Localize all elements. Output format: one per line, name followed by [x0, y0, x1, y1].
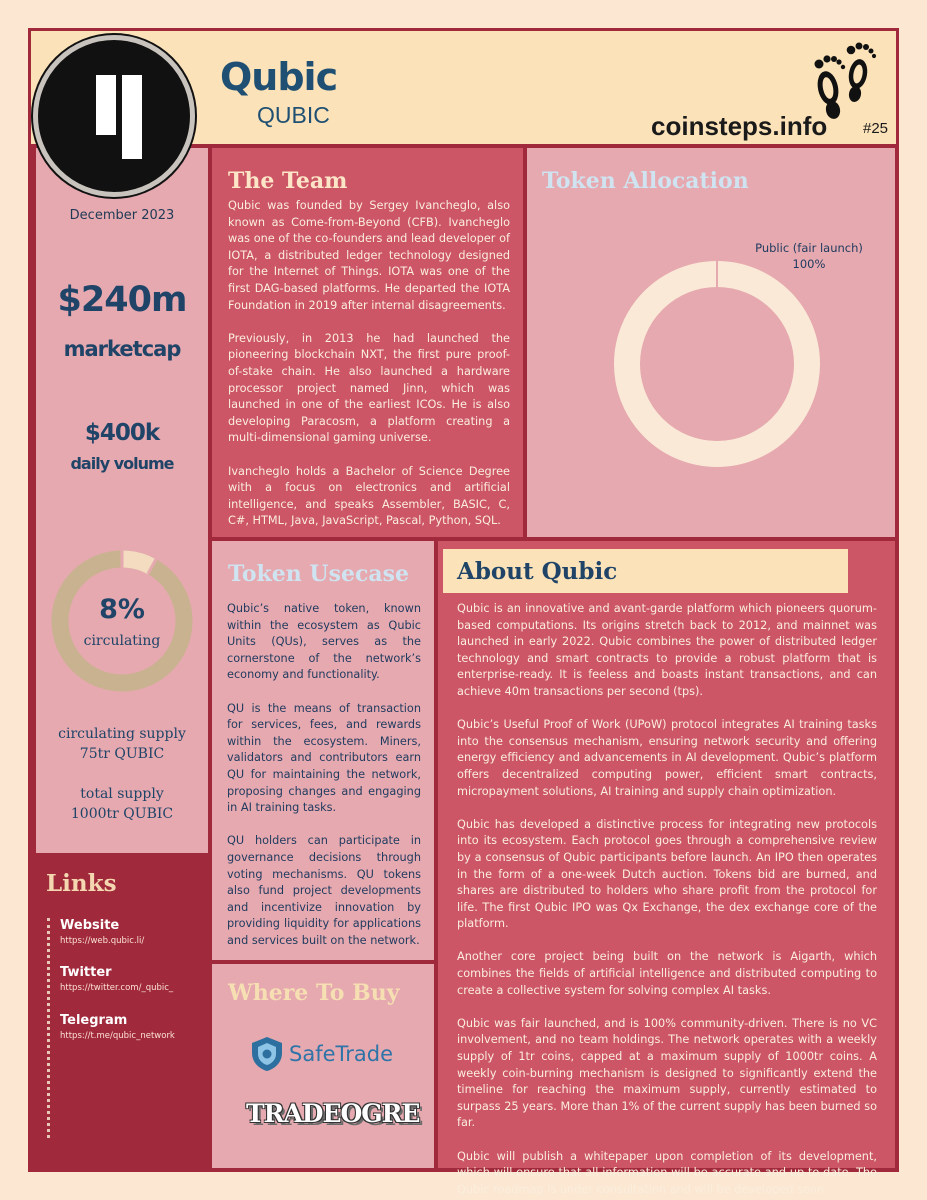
link-website-label: Website	[60, 918, 120, 933]
about-paragraph: Qubic has developed a distinctive process for integrating new protocols into its ecosystem. Each protocol goes through a comprehensive review by a consensus of Qubic participants before launch. An IPO then operates in the form of a one-week Dutch auction. Tokens bid are burned, and shares are distributed to holders who share profit from the protocol for life. The first Qubic IPO was Qx Exchange, the dex exchange core of the platform.	[457, 817, 877, 931]
allocation-panel	[527, 148, 895, 537]
about-text	[457, 601, 877, 1198]
circulating-label: circulating	[83, 633, 161, 649]
about-paragraph: Qubic was fair launched, and is 100% community-driven. There is no VC involvement, and no team holdings. The network operates with a weekly supply of 1tr coins, capped at a maximum supply of 1000tr coins. A weekly coin-burning mechanism is designed to significantly extend the timeline for reaching the maximum supply, currently estimated to surpass 25 years. More than 1% of the current supply has been burned so far.	[457, 1016, 877, 1130]
safetrade-label: SafeTrade	[289, 1042, 394, 1066]
team-paragraph: Qubic was founded by Sergey Ivancheglo, also known as Come-from-Beyond (CFB). Ivancheglo was one of the co-founders and lead developer of IOTA, a distributed ledger technology designed for the Internet of Things. IOTA was one of the first DAG-based platforms. He departed the IOTA Foundation in 2019 after internal disagreements.	[228, 199, 510, 312]
marketcap-value: $240m	[57, 280, 187, 320]
link-twitter-label: Twitter	[60, 965, 112, 980]
stats-panel	[36, 148, 208, 853]
circulating-supply-label: circulating supply	[58, 726, 186, 742]
link-telegram-url[interactable]: https://t.me/qubic_network	[60, 1031, 175, 1041]
qubic-logo	[33, 35, 195, 197]
coin-ticker: QUBIC	[257, 102, 330, 128]
circulating-supply-value: 75tr QUBIC	[79, 746, 165, 762]
total-supply-value: 1000tr QUBIC	[70, 806, 174, 822]
about-paragraph: Qubic is an innovative and avant-garde platform which pioneers quorum-based computations. Its origins stretch back to 2012, and mainnet was launched in early 2022. Qubic combines the power of distributed ledger technology and smart contracts to provide a robust platform that is enterprise-ready. It is feeless and boasts instant transactions, and can achieve 40m transactions per second (tps).	[457, 602, 877, 698]
safetrade-shield-icon	[248, 1035, 286, 1073]
total-supply-label: total supply	[80, 786, 164, 802]
about-paragraph: Qubic’s Useful Proof of Work (UPoW) protocol integrates AI training tasks into the consensus mechanism, ensuring network security and offering energy efficiency and advancements in AI development. Qubic’s platform offers decentralized computing power, efficient smart contracts, micropayment solutions, AI training and supply chain optimization.	[457, 718, 877, 798]
issue-number: #25	[863, 120, 889, 137]
exchange-safetrade[interactable]	[248, 1034, 393, 1074]
links-dotted-line	[47, 918, 50, 1138]
about-paragraph: Another core project being built on the network is Aigarth, which combines the fields of artificial intelligence and distributed computing to create a collective system for solving complex AI tasks.	[457, 950, 877, 997]
marketcap-label: marketcap	[63, 337, 181, 361]
link-twitter[interactable]	[60, 965, 173, 993]
footprints-icon	[806, 38, 884, 122]
volume-value: $400k	[84, 420, 160, 446]
buy-panel	[212, 964, 434, 1168]
logo-bar-left	[96, 75, 116, 135]
team-paragraph: Ivancheglo holds a Bachelor of Science Degree with a focus on electronics and artificial intelligence, and speaks Assembler, BASIC, C, C#, HTML, Java, JavaScript, Pascal, Python, SQL.	[228, 464, 510, 528]
pie-label-category: Public (fair launch)	[755, 241, 863, 255]
pie-slice	[627, 274, 807, 454]
about-title: About Qubic	[457, 558, 618, 585]
usecase-paragraph: QU is the means of transaction for services, fees, and rewards within the ecosystem. Miners, validators and contributors earn QU for maintaining the network, proposing changes and engaging in AI training tasks.	[227, 701, 421, 815]
report-date: December 2023	[69, 208, 175, 223]
about-panel	[438, 541, 895, 1196]
allocation-donut	[612, 259, 822, 469]
logo-bar-right	[122, 75, 142, 159]
circulating-percent: 8%	[99, 594, 145, 625]
team-panel	[212, 148, 523, 537]
buy-title: Where To Buy	[228, 980, 400, 1006]
link-website[interactable]	[60, 918, 144, 946]
site-name: coinsteps.info	[651, 111, 828, 141]
allocation-title: Token Allocation	[542, 168, 749, 194]
exchange-tradeogre[interactable]: TRADEOGRE	[246, 1099, 420, 1128]
usecase-panel	[212, 541, 434, 960]
team-title: The Team	[228, 168, 348, 194]
links-title: Links	[46, 870, 117, 897]
usecase-text	[227, 601, 421, 949]
about-paragraph: Qubic will publish a whitepaper upon completion of its development, which will ensure that all information will be accurate and up to date. The Qubic roadmap is under consultation and will be developed soon.	[457, 1149, 877, 1196]
link-telegram-label: Telegram	[60, 1013, 128, 1028]
volume-label: daily volume	[70, 454, 174, 473]
pie-label-value: 100%	[792, 257, 826, 271]
links-panel	[36, 856, 208, 1168]
coin-name: Qubic	[220, 55, 338, 99]
link-twitter-url[interactable]: https://twitter.com/_qubic_	[60, 983, 174, 993]
usecase-title: Token Usecase	[228, 561, 410, 587]
usecase-paragraph: QU holders can participate in governance decisions through voting mechanisms. QU tokens also fund project developments and incentivize innovation by providing liquidity for applications and services built on the network.	[227, 834, 421, 947]
team-text	[228, 198, 510, 530]
link-website-url[interactable]: https://web.qubic.li/	[60, 936, 145, 946]
team-paragraph: Previously, in 2013 he had launched the pioneering blockchain NXT, the first pure proof-of-stake chain. He also launched a hardware processor project named Jinn, which was launched in one of the earliest ICOs. He is also developing Paracosm, a platform creating a multi-dimensional gaming universe.	[228, 331, 510, 445]
link-telegram[interactable]	[60, 1013, 175, 1041]
usecase-paragraph: Qubic’s native token, known within the ecosystem as Qubic Units (QUs), serves as the cornerstone of the network’s economy and functionality.	[227, 602, 421, 682]
